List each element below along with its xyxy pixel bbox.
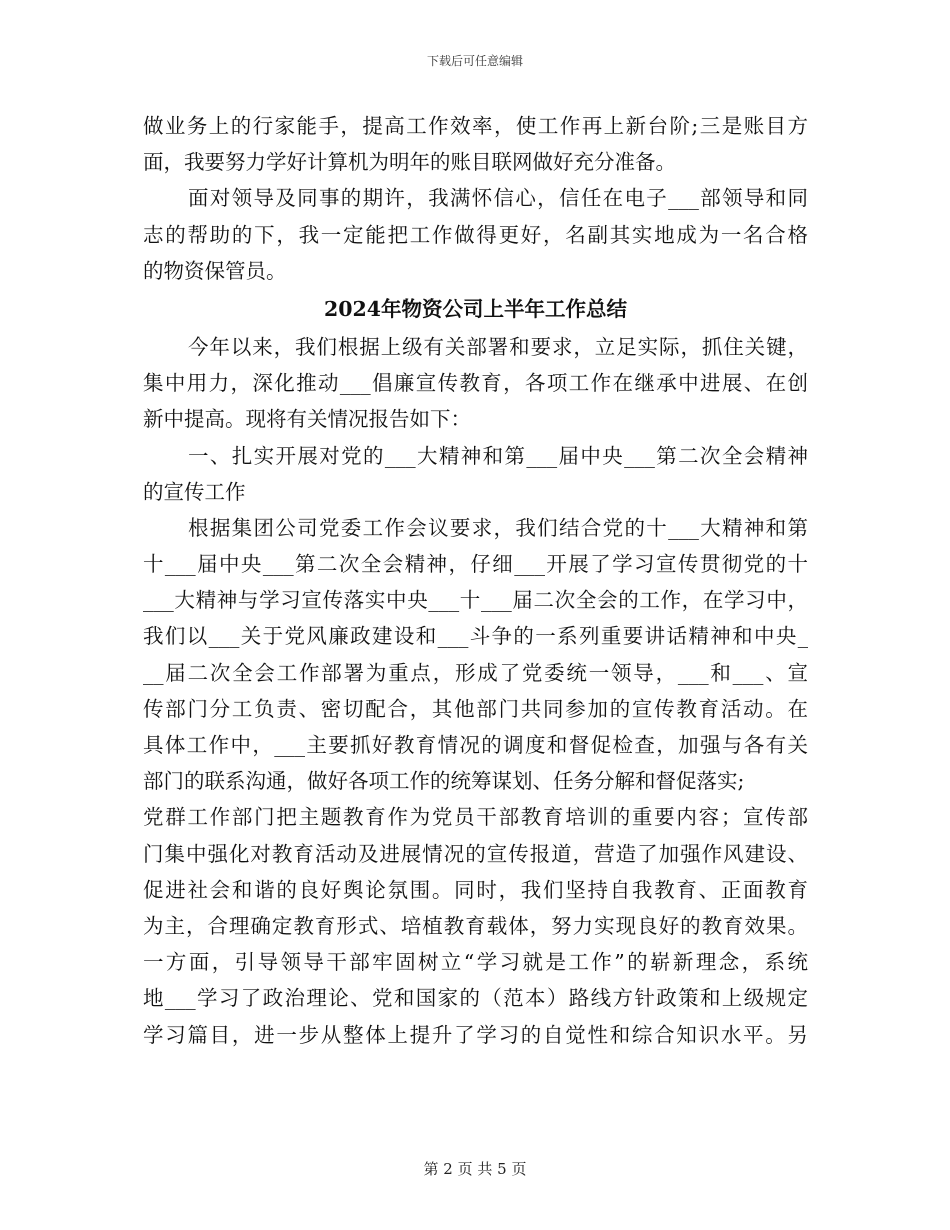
text-line: 的物资保管员。 <box>143 258 287 283</box>
text-line: 今年以来，我们根据上级有关部署和要求，立足实际，抓住关键， <box>188 334 808 359</box>
text-line: 部门的联系沟通，做好各项工作的统筹谋划、任务分解和督促落实; <box>143 769 745 794</box>
text-line: 具体工作中，___主要抓好教育情况的调度和督促检查，加强与各有关 <box>143 733 808 757</box>
text-line: __届二次全会工作部署为重点，形成了党委统一领导，___和___、宣 <box>143 660 808 685</box>
page-number: 第 2 页 共 5 页 <box>423 1160 527 1178</box>
text-line: 一方面，引导领导干部牢固树立“学习就是工作”的崭新理念，系统 <box>143 950 808 975</box>
text-line: 面，我要努力学好计算机为明年的账目联网做好充分准备。 <box>143 150 676 175</box>
section-title: 2024年物资公司上半年工作总结 <box>323 296 628 321</box>
text-line: 门集中强化对教育活动及进展情况的宣传报道，营造了加强作风建设、 <box>143 841 808 866</box>
text-line: 做业务上的行家能手，提高工作效率，使工作再上新台阶;三是账目方 <box>143 114 808 138</box>
text-line: 志的帮助的下，我一定能把工作做得更好，名副其实地成为一名合格 <box>143 222 808 247</box>
text-line: ___大精神与学习宣传落实中央___十___届二次全会的工作，在学习中， <box>143 588 808 613</box>
document-body <box>143 108 808 1053</box>
text-line: 新中提高。现将有关情况报告如下： <box>143 407 471 432</box>
text-line: 学习篇目，进一步从整体上提升了学习的自觉性和综合知识水平。另 <box>143 1022 808 1047</box>
text-line: 十___届中央___第二次全会精神，仔细___开展了学习宣传贯彻党的十 <box>143 552 808 577</box>
page-header-note: 下载后可任意编辑 <box>426 54 523 68</box>
text-line: 我们以___关于党风廉政建设和___斗争的一系列重要讲话精神和中央_ <box>143 624 808 649</box>
text-line: 党群工作部门把主题教育作为党员干部教育培训的重要内容；宣传部 <box>143 805 808 830</box>
text-line: 的宣传工作 <box>143 479 246 504</box>
text-line: 促进社会和谐的良好舆论氛围。同时，我们坚持自我教育、正面教育 <box>143 877 808 902</box>
text-line: 面对领导及同事的期许，我满怀信心，信任在电子___部领导和同 <box>188 186 808 211</box>
text-line: 根据集团公司党委工作会议要求，我们结合党的十___大精神和第 <box>188 515 808 540</box>
text-line: 一、扎实开展对党的___大精神和第___届中央___第二次全会精神 <box>188 443 808 468</box>
text-line: 传部门分工负责、密切配合，其他部门共同参加的宣传教育活动。在 <box>143 696 808 721</box>
text-line: 为主，合理确定教育形式、培植教育载体，努力实现良好的教育效果。 <box>143 913 808 938</box>
text-line: 集中用力，深化推动___倡廉宣传教育，各项工作在继承中进展、在创 <box>143 371 808 396</box>
text-line: 地___学习了政治理论、党和国家的（范本）路线方针政策和上级规定 <box>143 986 808 1011</box>
